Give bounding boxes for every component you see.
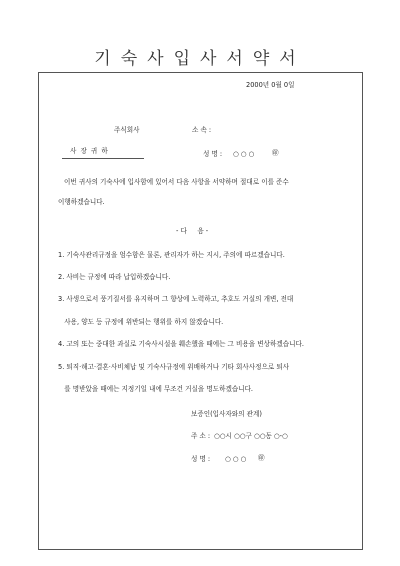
date-text: 2000년 0월 0일 (246, 81, 295, 89)
applicant-name-value: ○○○ (233, 150, 257, 158)
clause-4: 4. 고의 또는 중대한 과실로 기숙사시설을 훼손했을 때에는 그 비용을 변상하겠습니다. (58, 340, 304, 348)
clause-1: 1. 기숙사관리규정을 엄수함은 물론, 관리자가 하는 지시, 주의에 따르겠습니다. (58, 251, 285, 259)
clause-5-line-1: 5. 퇴직·해고·결혼·사비체납 및 기숙사규정에 위배하거나 기타 회사사정으로 퇴사 (58, 363, 290, 371)
guarantor-address-value: ○○시 ○○구 ○○동 ○-○ (214, 432, 288, 440)
guarantor-label: 보증인(입사자와의 관계) (191, 410, 262, 418)
guarantor-name-value: ○○○ (225, 455, 249, 463)
president-addressee: 사 장 귀 하 (70, 147, 109, 155)
document-title: 기숙사입사서약서 (94, 49, 306, 69)
affiliation-label: 소 속 : (192, 126, 212, 134)
clause-3-line-2: 사용, 양도 등 규정에 위반되는 행위를 하지 않겠습니다. (58, 318, 224, 326)
company-text: 주식회사 (114, 126, 140, 134)
document-frame (38, 72, 363, 550)
applicant-name-label: 성 명 : (203, 150, 223, 158)
clause-3-line-1: 3. 사생으로서 풍기질서를 유지하며 그 향상에 노력하고, 추호도 거실의 개변, 전대 (58, 295, 294, 303)
clause-5-line-2: 를 명받았을 때에는 지정기일 내에 무조건 거실을 명도하겠습니다. (58, 385, 254, 393)
applicant-seal: ㊞ (272, 149, 279, 157)
next-heading: - 다 음 - (176, 227, 209, 235)
intro-line-2: 이행하겠습니다. (58, 198, 105, 206)
guarantor-address-label: 주 소 : (191, 432, 211, 440)
guarantor-name-label: 성 명 : (191, 455, 211, 463)
guarantor-seal: ㊞ (258, 454, 265, 462)
addressee-underline (62, 158, 144, 159)
intro-line-1: 이번 귀사의 기숙사에 입사함에 있어서 다음 사항을 서약하며 절대로 이를 준수 (64, 178, 289, 186)
clause-2: 2. 사비는 규정에 따라 납입하겠습니다. (58, 273, 171, 281)
